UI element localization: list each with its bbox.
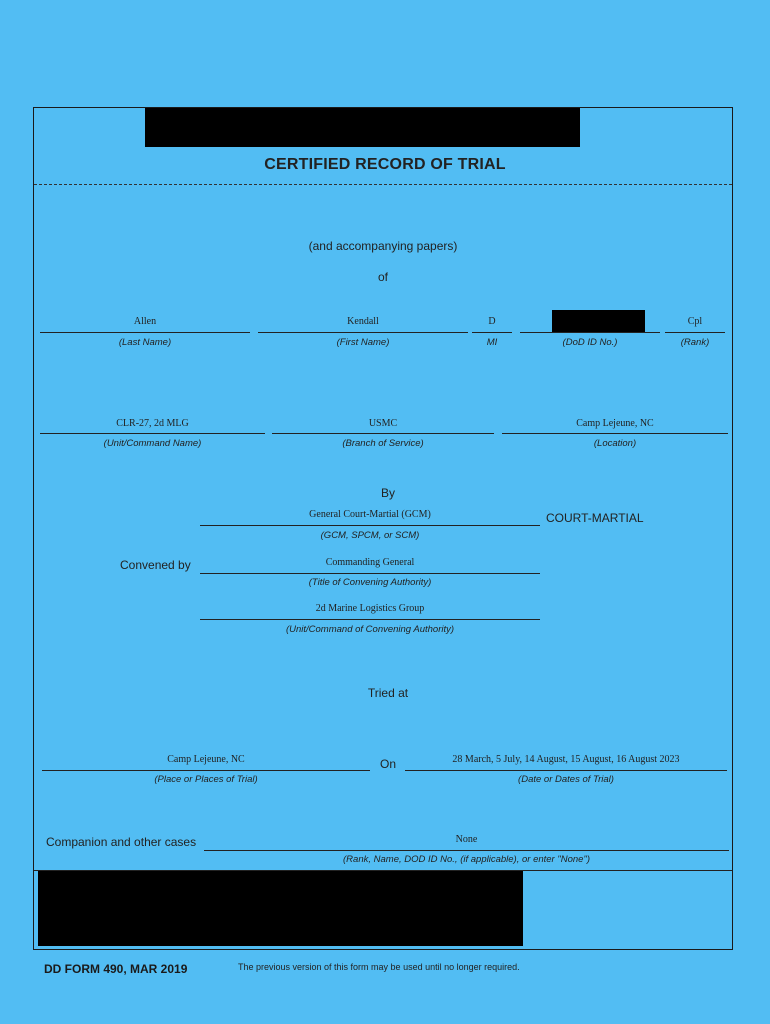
court-martial-label: COURT-MARTIAL xyxy=(546,511,644,525)
location-value: Camp Lejeune, NC xyxy=(576,418,654,429)
companion-cases-label: Companion and other cases xyxy=(46,835,197,849)
dod-id-caption: (DoD ID No.) xyxy=(562,337,618,348)
on-label: On xyxy=(379,757,396,771)
accompanying-papers-text: (and accompanying papers) xyxy=(308,239,458,253)
first-name-value: Kendall xyxy=(347,316,379,327)
last-name-value: Allen xyxy=(133,316,157,327)
form-border xyxy=(33,107,733,950)
accused-line-4 xyxy=(520,332,660,333)
trial-place-line xyxy=(42,770,370,771)
companion-cases-value: None xyxy=(455,834,478,845)
by-text: By xyxy=(380,486,395,500)
companion-cases-line xyxy=(204,850,729,851)
accused-line-2 xyxy=(258,332,468,333)
convening-unit-line xyxy=(200,619,540,620)
trial-dates-value: 28 March, 5 July, 14 August, 15 August, 16 August 2023 xyxy=(452,754,680,765)
trial-dates-caption: (Date or Dates of Trial) xyxy=(518,774,614,785)
mi-value: D xyxy=(488,316,496,327)
convening-title-caption: (Title of Convening Authority) xyxy=(308,577,432,588)
court-type-caption: (GCM, SPCM, or SCM) xyxy=(320,530,420,541)
form-code: DD FORM 490, MAR 2019 xyxy=(44,962,188,976)
trial-place-value: Camp Lejeune, NC xyxy=(167,754,245,765)
convening-title-value: Commanding General xyxy=(325,557,415,568)
rank-caption: (Rank) xyxy=(680,337,710,348)
accused-line-3 xyxy=(472,332,512,333)
trial-place-caption: (Place or Places of Trial) xyxy=(154,774,258,785)
footer-note: The previous version of this form may be used until no longer required. xyxy=(238,962,520,972)
unit-line-2 xyxy=(272,433,494,434)
unit-command-caption: (Unit/Command Name) xyxy=(103,438,202,449)
unit-line-3 xyxy=(502,433,728,434)
convening-unit-caption: (Unit/Command of Convening Authority) xyxy=(285,624,455,635)
signature-redaction xyxy=(38,871,523,946)
trial-dates-line xyxy=(405,770,727,771)
of-text: of xyxy=(377,270,388,284)
unit-line-1 xyxy=(40,433,265,434)
convened-by-label: Convened by xyxy=(120,558,191,572)
tried-at-label: Tried at xyxy=(367,686,409,700)
branch-caption: (Branch of Service) xyxy=(342,438,424,449)
unit-command-value: CLR-27, 2d MLG xyxy=(116,418,189,429)
title-divider xyxy=(34,184,732,185)
branch-value: USMC xyxy=(368,418,398,429)
location-caption: (Location) xyxy=(593,438,637,449)
court-type-value: General Court-Martial (GCM) xyxy=(309,509,431,520)
last-name-caption: (Last Name) xyxy=(118,337,172,348)
accused-line-5 xyxy=(665,332,725,333)
companion-cases-caption: (Rank, Name, DOD ID No., (if applicable), or enter "None") xyxy=(343,854,590,865)
first-name-caption: (First Name) xyxy=(336,337,390,348)
dod-id-redaction xyxy=(552,310,645,332)
form-title: CERTIFIED RECORD OF TRIAL xyxy=(264,156,506,173)
rank-value: Cpl xyxy=(687,316,703,327)
header-redaction xyxy=(145,108,580,147)
accused-line-1 xyxy=(40,332,250,333)
court-type-line xyxy=(200,525,540,526)
convening-title-line xyxy=(200,573,540,574)
convening-unit-value: 2d Marine Logistics Group xyxy=(315,603,425,614)
mi-caption: MI xyxy=(486,337,498,348)
